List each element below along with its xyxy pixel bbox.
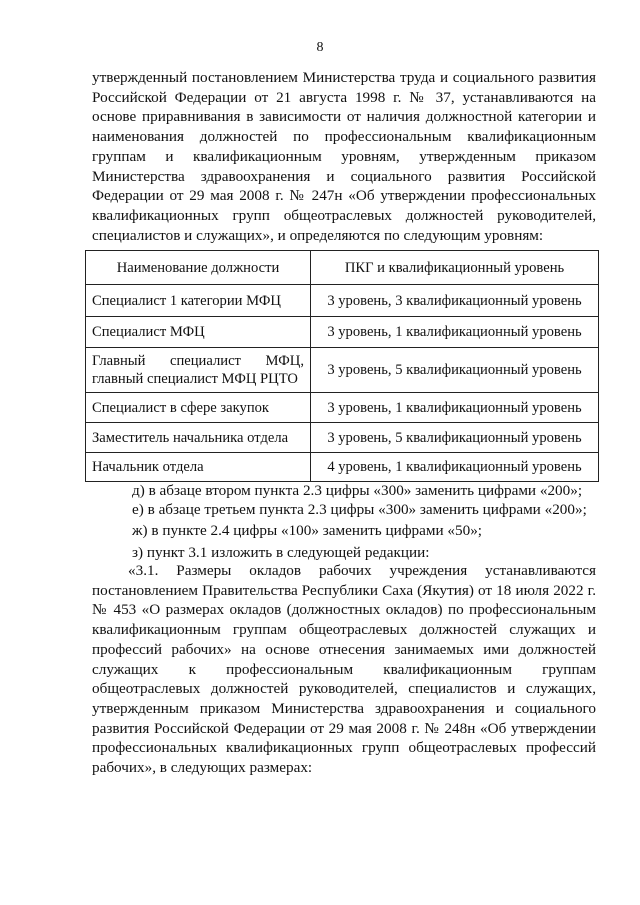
header-level: ПКГ и квалификационный уровень — [311, 251, 599, 285]
level-cell: 3 уровень, 5 квалификационный уровень — [311, 423, 599, 453]
table-row — [86, 393, 599, 423]
amendment-d: д) в абзаце втором пункта 2.3 цифры «300» заменить цифрами «200»; — [132, 482, 583, 499]
header-position: Наименование должности — [86, 251, 311, 285]
table-header-row — [86, 251, 599, 285]
position-cell: Начальник отдела — [86, 453, 311, 482]
level-cell: 3 уровень, 1 квалификационный уровень — [311, 317, 599, 348]
table-row — [86, 423, 599, 453]
page-number: 8 — [316, 40, 324, 55]
position-cell: Главный специалист МФЦ, главный специалист МФЦ РЦТО — [86, 348, 311, 393]
level-cell: 4 уровень, 1 квалификационный уровень — [311, 453, 599, 482]
table-row — [86, 317, 599, 348]
table-row — [86, 285, 599, 317]
table-row — [86, 348, 599, 393]
amendment-e: е) в абзаце третьем пункта 2.3 цифры «300» заменить цифрами «200»; — [132, 501, 587, 518]
position-cell: Специалист в сфере закупок — [86, 393, 311, 423]
level-cell: 3 уровень, 5 квалификационный уровень — [311, 348, 599, 393]
position-cell: Специалист МФЦ — [86, 317, 311, 348]
position-cell: Заместитель начальника отдела — [86, 423, 311, 453]
level-cell: 3 уровень, 3 квалификационный уровень — [311, 285, 599, 317]
clause-3-1-paragraph: «3.1. Размеры окладов рабочих учреждения устанавливаются постановлением Правительства Республики Саха (Якутия) от 18 июля 2022 г. № 453 «О размерах окладов (должностных окладов) по профессиональным квалификационным группам общеотраслевых должностей служащих и профессий рабочих» на основе отнесения занимаемых ими должностей служащих к профессиональным квалификационным группам общеотраслевых должностей руководителей, специалистов и служащих, утвержденным приказом Министерства здравоохранения и социального развития Российской Федерации от 29 мая 2008 г. № 248н «Об утверждении профессиональных квалификационных групп общеотраслевых профессий рабочих», в следующих размерах: — [92, 562, 596, 777]
positions-table — [85, 250, 599, 482]
position-cell: Специалист 1 категории МФЦ — [86, 285, 311, 317]
amendment-z: з) пункт 3.1 изложить в следующей редакции: — [132, 544, 430, 561]
amendment-zh: ж) в пункте 2.4 цифры «100» заменить цифрами «50»; — [132, 522, 483, 539]
intro-paragraph: утвержденный постановлением Министерства труда и социального развития Российской Федерации от 21 августа 1998 г. № 37, устанавливаются на основе приравнивания в зависимости от наличия должностной категории и наименования должностей по профессиональным квалификационным группам и квалификационным уровням, утвержденным приказом Министерства здравоохранения и социального развития Российской Федерации от 29 мая 2008 г. № 247н «Об утверждении профессиональных квалификационных групп общеотраслевых должностей руководителей, специалистов и служащих», и определяются по следующим уровням: — [92, 69, 596, 244]
level-cell: 3 уровень, 1 квалификационный уровень — [311, 393, 599, 423]
table-row — [86, 453, 599, 482]
